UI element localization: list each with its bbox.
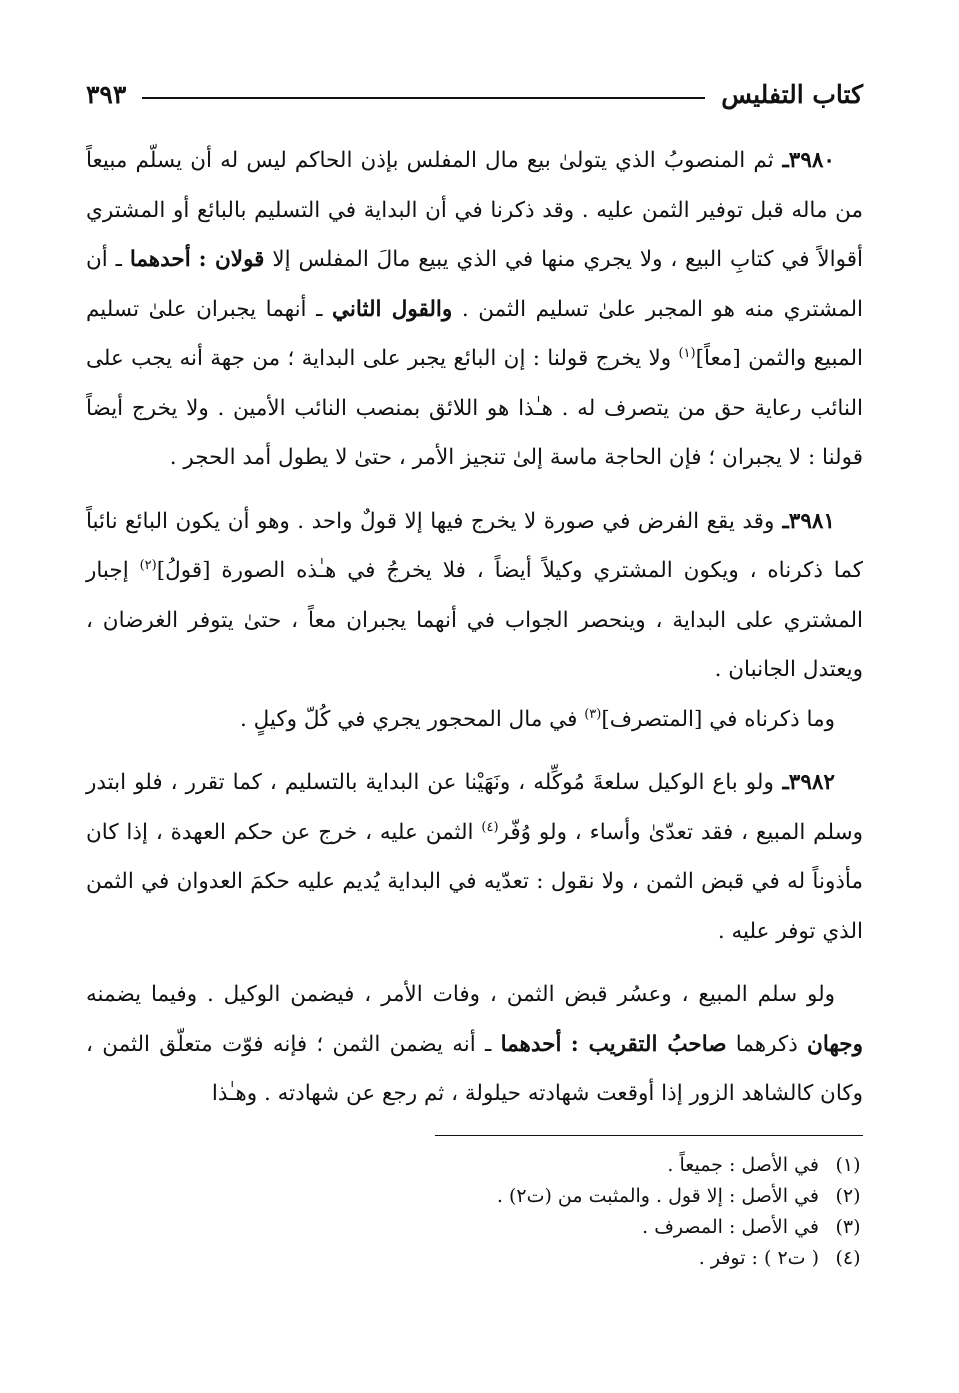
paragraph-number: ٣٩٨٢ — [788, 770, 835, 795]
book-title: كتاب التفليس — [721, 79, 863, 109]
footnote-number: (٣) — [835, 1215, 861, 1238]
bold-term: أحدهما — [500, 1031, 562, 1057]
bold-term: صاحبُ التقريب : — [570, 1031, 727, 1057]
footnote-separator — [435, 1135, 863, 1136]
footnote-text: في الأصل : جميعاً . — [667, 1153, 819, 1176]
paragraph — [86, 136, 863, 483]
text-segment: وقد يقع الفرض في صورة لا يخرج فيها إلا قولٌ واحد . وهو أن يكون البائع نائباً كما ذكرناه ، ويكون المشتري وكيلاً أيضاً ، فلا يخرجُ في هـٰذه الصورة [قولُ] — [86, 508, 863, 583]
bold-term: والقول الثاني — [332, 296, 453, 322]
text-segment: وما ذكرناه في [المتصرف] — [601, 706, 835, 732]
paragraph-number: ٣٩٨٠ — [788, 148, 835, 173]
bold-term: وجهان — [807, 1031, 863, 1057]
page-number: ٣٩٣ — [86, 79, 127, 109]
footnotes — [86, 1150, 863, 1274]
text-segment: الثمن عليه ، خرج عن حكم العهدة ، إذا كان مأذوناً له في قبض الثمن ، ولا نقول : تعدّيه في البداية يُديم عليه حكمَ العدوان في الثمن الذي توفر عليه . — [86, 819, 863, 944]
text-segment: في مال المحجور يجري في كُلّ وكيلٍ . — [239, 706, 585, 732]
paragraph — [86, 695, 863, 745]
footnote — [86, 1212, 863, 1243]
bold-term: قولان : — [198, 247, 265, 272]
body-text — [86, 136, 863, 1119]
text-segment — [191, 247, 199, 272]
text-segment: إجبار المشتري على البداية ، وينحصر الجواب في أنهما يجبران معاً ، حتىٰ يتوفر الغرضان ، ويعتدل الجانبان . — [86, 558, 863, 682]
footnote-ref: (٤) — [481, 819, 499, 835]
footnote-ref: (٢) — [139, 557, 157, 573]
footnote-separator-wrap — [86, 1119, 863, 1136]
footnote-number: (٢) — [835, 1184, 861, 1207]
text-segment: ولا يخرج قولنا : إن البائع يجبر على البداية ؛ من جهة أنه يجب على النائب رعاية حق من يتصرف له . هـٰذا هو اللائق بمنصب النائب الأمين . ولا يخرج أيضاً قولنا : لا يجبران ؛ فإن الحاجة ماسة إلىٰ تنجيز الأمر ، حتىٰ لا يطول أمد الحجر . — [86, 346, 863, 470]
footnote — [86, 1243, 863, 1274]
text-segment: ـ أنه يضمن الثمن ؛ فإنه فوّت متعلّق الثمن ، وكان كالشاهد الزور إذا أوقعت شهادته حيلولة ، ثم رجع عن شهادته . وهـٰذا — [86, 1031, 863, 1106]
footnote-number: (١) — [835, 1153, 861, 1176]
bold-term: أحدهما — [129, 247, 191, 272]
footnote-ref: (٣) — [584, 706, 602, 722]
footnote-text: في الأصل : المصرف . — [642, 1215, 819, 1238]
text-segment — [561, 1032, 570, 1057]
page-header — [86, 74, 863, 114]
paragraph — [86, 497, 863, 695]
footnote-text: ( ت٢ ) : توفر . — [698, 1246, 819, 1269]
footnote — [86, 1181, 863, 1212]
footnote-ref: (١) — [678, 345, 696, 361]
text-segment: ـ أنهما يجبران علىٰ تسليم المبيع والثمن [معاً] — [86, 296, 863, 371]
paragraph-number-dash: ـ — [774, 508, 789, 534]
paragraph-number-dash: ـ — [773, 148, 789, 173]
paragraph — [86, 758, 863, 956]
footnote — [86, 1150, 863, 1181]
paragraph-number-dash: ـ — [773, 770, 789, 795]
text-segment: ثم المنصوبُ الذي يتولىٰ بيع مال المفلس بإذن الحاكم ليس له أن يسلّم مبيعاً من ماله قبل توفير الثمن عليه . وقد ذكرنا في أن البداية في التسليم بالبائع أو المشتري أقوالاً في كتابِ البيع ، ولا يجري منها في الذي يبيع مالَ المفلس إلا — [86, 148, 864, 272]
footnote-text: في الأصل : إلا قول . والمثبت من (ت٢) . — [496, 1184, 819, 1207]
text-segment: ـ أن المشتري منه هو المجبر علىٰ تسليم الثمن . — [86, 247, 863, 322]
text-segment: ولو سلم المبيع ، وعسُر قبض الثمن ، وفات الأمر ، فيضمن الوكيل . وفيما يضمنه — [86, 982, 835, 1007]
footnote-number: (٤) — [835, 1246, 861, 1269]
paragraph — [86, 970, 863, 1119]
header-rule — [142, 97, 705, 99]
text-segment: ولو باع الوكيل سلعةَ مُوكِّله ، ونَهَيْنا عن البداية بالتسليم ، كما تقرر ، فلو ابتدر وسلم المبيع ، فقد تعدّىٰ وأساء ، ولو وُفّر — [86, 770, 863, 845]
text-segment: ذكرهما — [726, 1031, 808, 1057]
paragraph-number: ٣٩٨١ — [788, 508, 835, 534]
